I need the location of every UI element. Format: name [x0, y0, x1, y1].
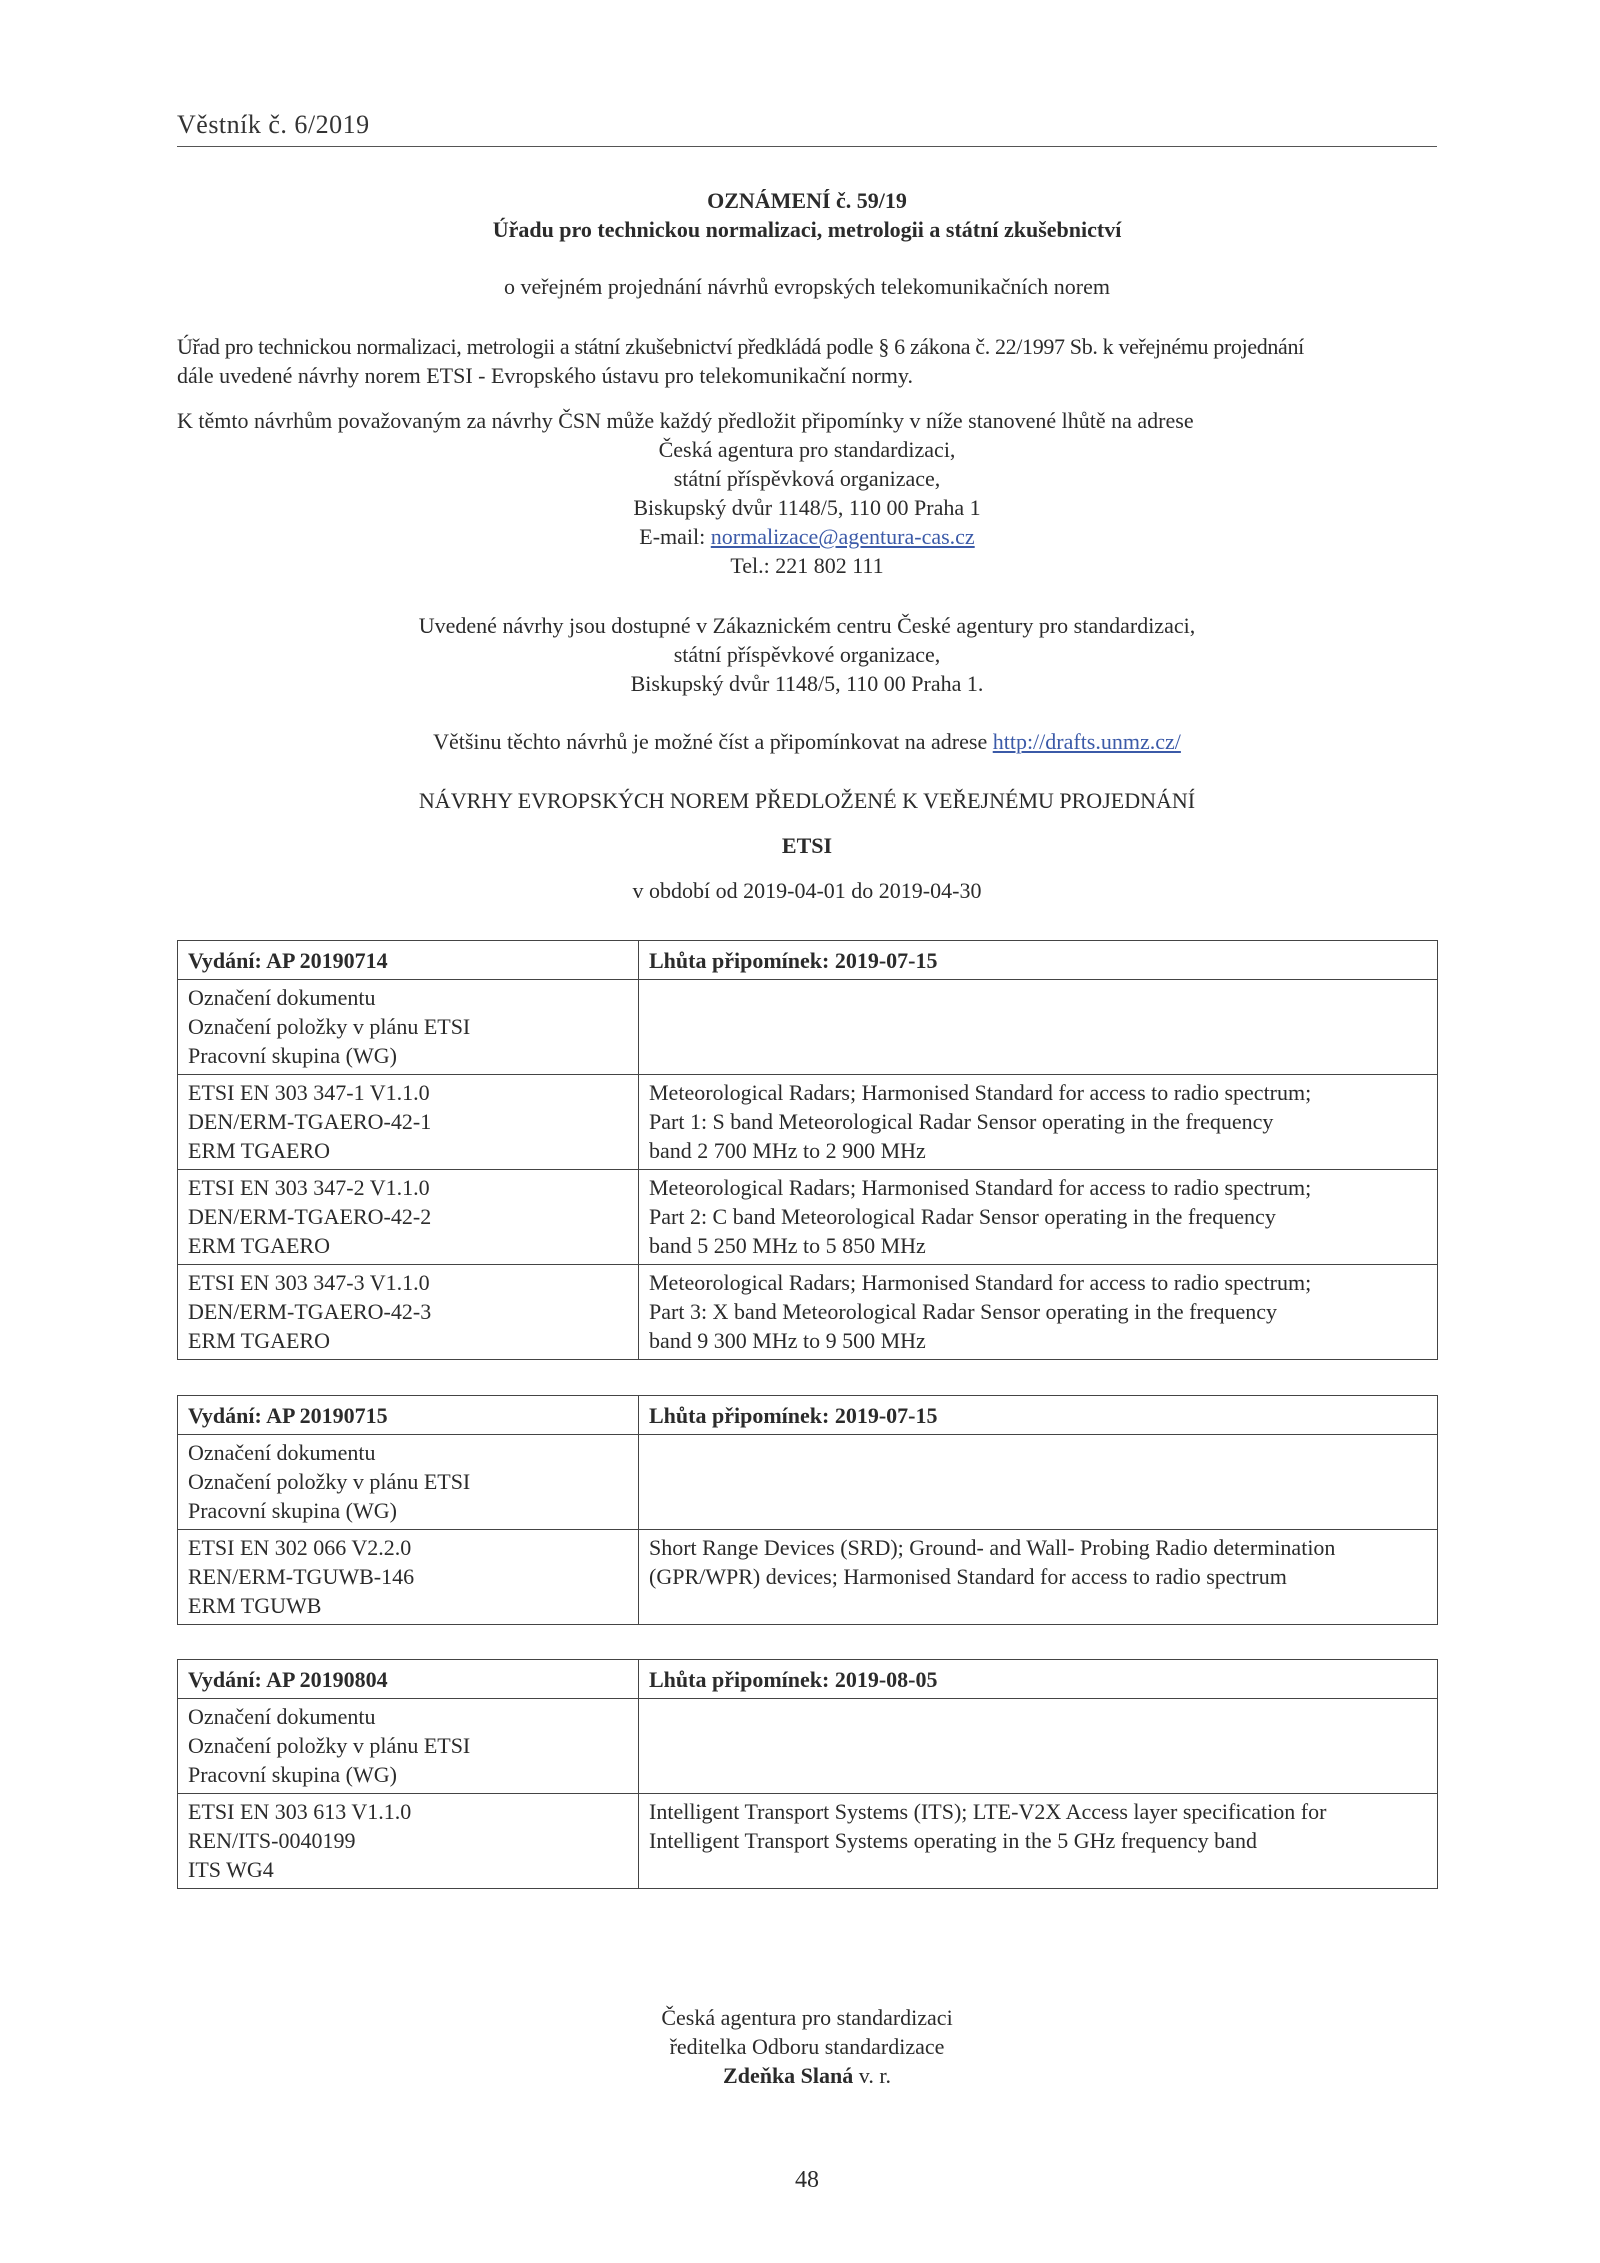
table-row [178, 1075, 1438, 1170]
address-org: Česká agentura pro standardizaci, [658, 437, 956, 462]
notice-authority: Úřadu pro technickou normalizaci, metrologii a státní zkušebnictví [492, 217, 1122, 242]
availability-line-3: Biskupský dvůr 1148/5, 110 00 Praha 1. [630, 671, 984, 696]
doc-cell [178, 1794, 639, 1889]
doc-number: ETSI EN 303 347-1 V1.1.0 [188, 1080, 430, 1105]
title-line: band 9 300 MHz to 9 500 MHz [649, 1328, 926, 1353]
label-doc-id: Označení dokumentu [188, 1440, 376, 1465]
signature-suffix: v. r. [853, 2063, 891, 2088]
title-line: Part 2: C band Meteorological Radar Sensor operating in the frequency [649, 1204, 1276, 1229]
plan-item: DEN/ERM-TGAERO-42-1 [188, 1109, 432, 1134]
title-line: Intelligent Transport Systems (ITS); LTE-V2X Access layer specification for [649, 1799, 1327, 1824]
edition-cell: Vydání: AP 20190714 [178, 941, 639, 980]
deadline-cell: Lhůta připomínek: 2019-07-15 [639, 1396, 1438, 1435]
table-row [178, 1794, 1438, 1889]
table-label-row [178, 1699, 1438, 1794]
doc-number: ETSI EN 302 066 V2.2.0 [188, 1535, 412, 1560]
email-label: E-mail: [639, 524, 711, 549]
plan-item: DEN/ERM-TGAERO-42-3 [188, 1299, 432, 1324]
section-period: v období od 2019-04-01 do 2019-04-30 [632, 878, 982, 903]
title-cell [639, 1794, 1438, 1889]
address-org-type: státní příspěvková organizace, [673, 466, 941, 491]
plan-item: REN/ITS-0040199 [188, 1828, 356, 1853]
availability-line-2: státní příspěvkové organizace, [673, 642, 941, 667]
title-line: Meteorological Radars; Harmonised Standard for access to radio spectrum; [649, 1270, 1312, 1295]
intro-paragraph [177, 332, 1437, 390]
header-divider [177, 146, 1437, 147]
signature-block [177, 2003, 1437, 2090]
working-group: ERM TGAERO [188, 1233, 330, 1258]
intro-line-2: dále uvedené návrhy norem ETSI - Evropského ústavu pro telekomunikační normy. [177, 363, 913, 388]
etsi-table-3 [177, 1659, 1438, 1889]
address-street: Biskupský dvůr 1148/5, 110 00 Praha 1 [633, 495, 981, 520]
comments-address [177, 435, 1437, 580]
title-cell [639, 1075, 1438, 1170]
bulletin-title: Věstník č. 6/2019 [177, 110, 370, 139]
label-plan-item: Označení položky v plánu ETSI [188, 1733, 471, 1758]
empty-cell [639, 1699, 1438, 1794]
table-row [178, 1170, 1438, 1265]
table-label-row [178, 1435, 1438, 1530]
title-line: Meteorological Radars; Harmonised Standard for access to radio spectrum; [649, 1175, 1312, 1200]
signature-role: ředitelka Odboru standardizace [669, 2034, 945, 2059]
section-body: ETSI [781, 833, 833, 858]
signature-org: Česká agentura pro standardizaci [661, 2005, 953, 2030]
section-period-block [177, 876, 1437, 905]
edition-cell: Vydání: AP 20190715 [178, 1396, 639, 1435]
etsi-table-1 [177, 940, 1438, 1360]
doc-number: ETSI EN 303 613 V1.1.0 [188, 1799, 412, 1824]
title-line: (GPR/WPR) devices; Harmonised Standard for access to radio spectrum [649, 1564, 1287, 1589]
notice-subject-block [177, 272, 1437, 301]
title-cell [639, 1530, 1438, 1625]
working-group: ERM TGUWB [188, 1593, 322, 1618]
working-group: ITS WG4 [188, 1857, 274, 1882]
notice-subject: o veřejném projednání návrhů evropských telekomunikačních norem [503, 274, 1111, 299]
label-doc-id: Označení dokumentu [188, 1704, 376, 1729]
section-heading: NÁVRHY EVROPSKÝCH NOREM PŘEDLOŽENÉ K VEŘEJNÉMU PROJEDNÁNÍ [418, 788, 1196, 813]
title-line: Meteorological Radars; Harmonised Standard for access to radio spectrum; [649, 1080, 1312, 1105]
comments-lead: K těmto návrhům považovaným za návrhy ČSN může každý předložit připomínky v níže stanovené lhůtě na adrese [177, 408, 1194, 433]
title-line: band 2 700 MHz to 2 900 MHz [649, 1138, 926, 1163]
title-line: Short Range Devices (SRD); Ground- and Wall- Probing Radio determination [649, 1535, 1336, 1560]
title-line: Part 3: X band Meteorological Radar Sensor operating in the frequency [649, 1299, 1278, 1324]
comments-lead-block [177, 406, 1437, 435]
edition-cell: Vydání: AP 20190804 [178, 1660, 639, 1699]
label-working-group: Pracovní skupina (WG) [188, 1498, 397, 1523]
address-email-line [177, 522, 1437, 551]
table-header-row [178, 1396, 1438, 1435]
notice-heading [177, 186, 1437, 244]
doc-number: ETSI EN 303 347-2 V1.1.0 [188, 1175, 430, 1200]
section-heading-block [177, 786, 1437, 815]
label-cell [178, 1699, 639, 1794]
intro-line-1: Úřad pro technickou normalizaci, metrologii a státní zkušebnictví předkládá podle § 6 zákona č. 22/1997 Sb. k veřejnému projednání [177, 334, 1304, 359]
label-plan-item: Označení položky v plánu ETSI [188, 1469, 471, 1494]
deadline-cell: Lhůta připomínek: 2019-07-15 [639, 941, 1438, 980]
title-cell [639, 1170, 1438, 1265]
working-group: ERM TGAERO [188, 1138, 330, 1163]
web-line [177, 727, 1437, 756]
label-cell [178, 980, 639, 1075]
plan-item: REN/ERM-TGUWB-146 [188, 1564, 415, 1589]
table-header-row [178, 1660, 1438, 1699]
availability-line-1: Uvedené návrhy jsou dostupné v Zákaznickém centru České agentury pro standardizaci, [418, 613, 1196, 638]
drafts-link[interactable]: http://drafts.unmz.cz/ [992, 729, 1181, 754]
signature-name: Zdeňka Slaná [723, 2063, 854, 2088]
working-group: ERM TGAERO [188, 1328, 330, 1353]
empty-cell [639, 980, 1438, 1075]
notice-number: OZNÁMENÍ č. 59/19 [707, 188, 907, 213]
title-line: Part 1: S band Meteorological Radar Sensor operating in the frequency [649, 1109, 1274, 1134]
doc-number: ETSI EN 303 347-3 V1.1.0 [188, 1270, 430, 1295]
table-row [178, 1265, 1438, 1360]
email-link[interactable]: normalizace@agentura-cas.cz [710, 524, 975, 549]
etsi-table-2 [177, 1395, 1438, 1625]
title-line: Intelligent Transport Systems operating in the 5 GHz frequency band [649, 1828, 1257, 1853]
section-body-block [177, 831, 1437, 860]
address-phone: Tel.: 221 802 111 [730, 553, 884, 578]
page-number: 48 [795, 2167, 819, 2193]
signature-name-line [177, 2061, 1437, 2090]
web-text: Většinu těchto návrhů je možné číst a připomínkovat na adrese [433, 729, 993, 754]
doc-cell [178, 1075, 639, 1170]
doc-cell [178, 1170, 639, 1265]
table-label-row [178, 980, 1438, 1075]
label-working-group: Pracovní skupina (WG) [188, 1043, 397, 1068]
web-block [177, 727, 1437, 756]
label-plan-item: Označení položky v plánu ETSI [188, 1014, 471, 1039]
plan-item: DEN/ERM-TGAERO-42-2 [188, 1204, 432, 1229]
title-cell [639, 1265, 1438, 1360]
deadline-cell: Lhůta připomínek: 2019-08-05 [639, 1660, 1438, 1699]
label-doc-id: Označení dokumentu [188, 985, 376, 1010]
doc-cell [178, 1530, 639, 1625]
empty-cell [639, 1435, 1438, 1530]
label-cell [178, 1435, 639, 1530]
title-line: band 5 250 MHz to 5 850 MHz [649, 1233, 926, 1258]
availability-block [177, 611, 1437, 698]
table-header-row [178, 941, 1438, 980]
label-working-group: Pracovní skupina (WG) [188, 1762, 397, 1787]
table-row [178, 1530, 1438, 1625]
doc-cell [178, 1265, 639, 1360]
